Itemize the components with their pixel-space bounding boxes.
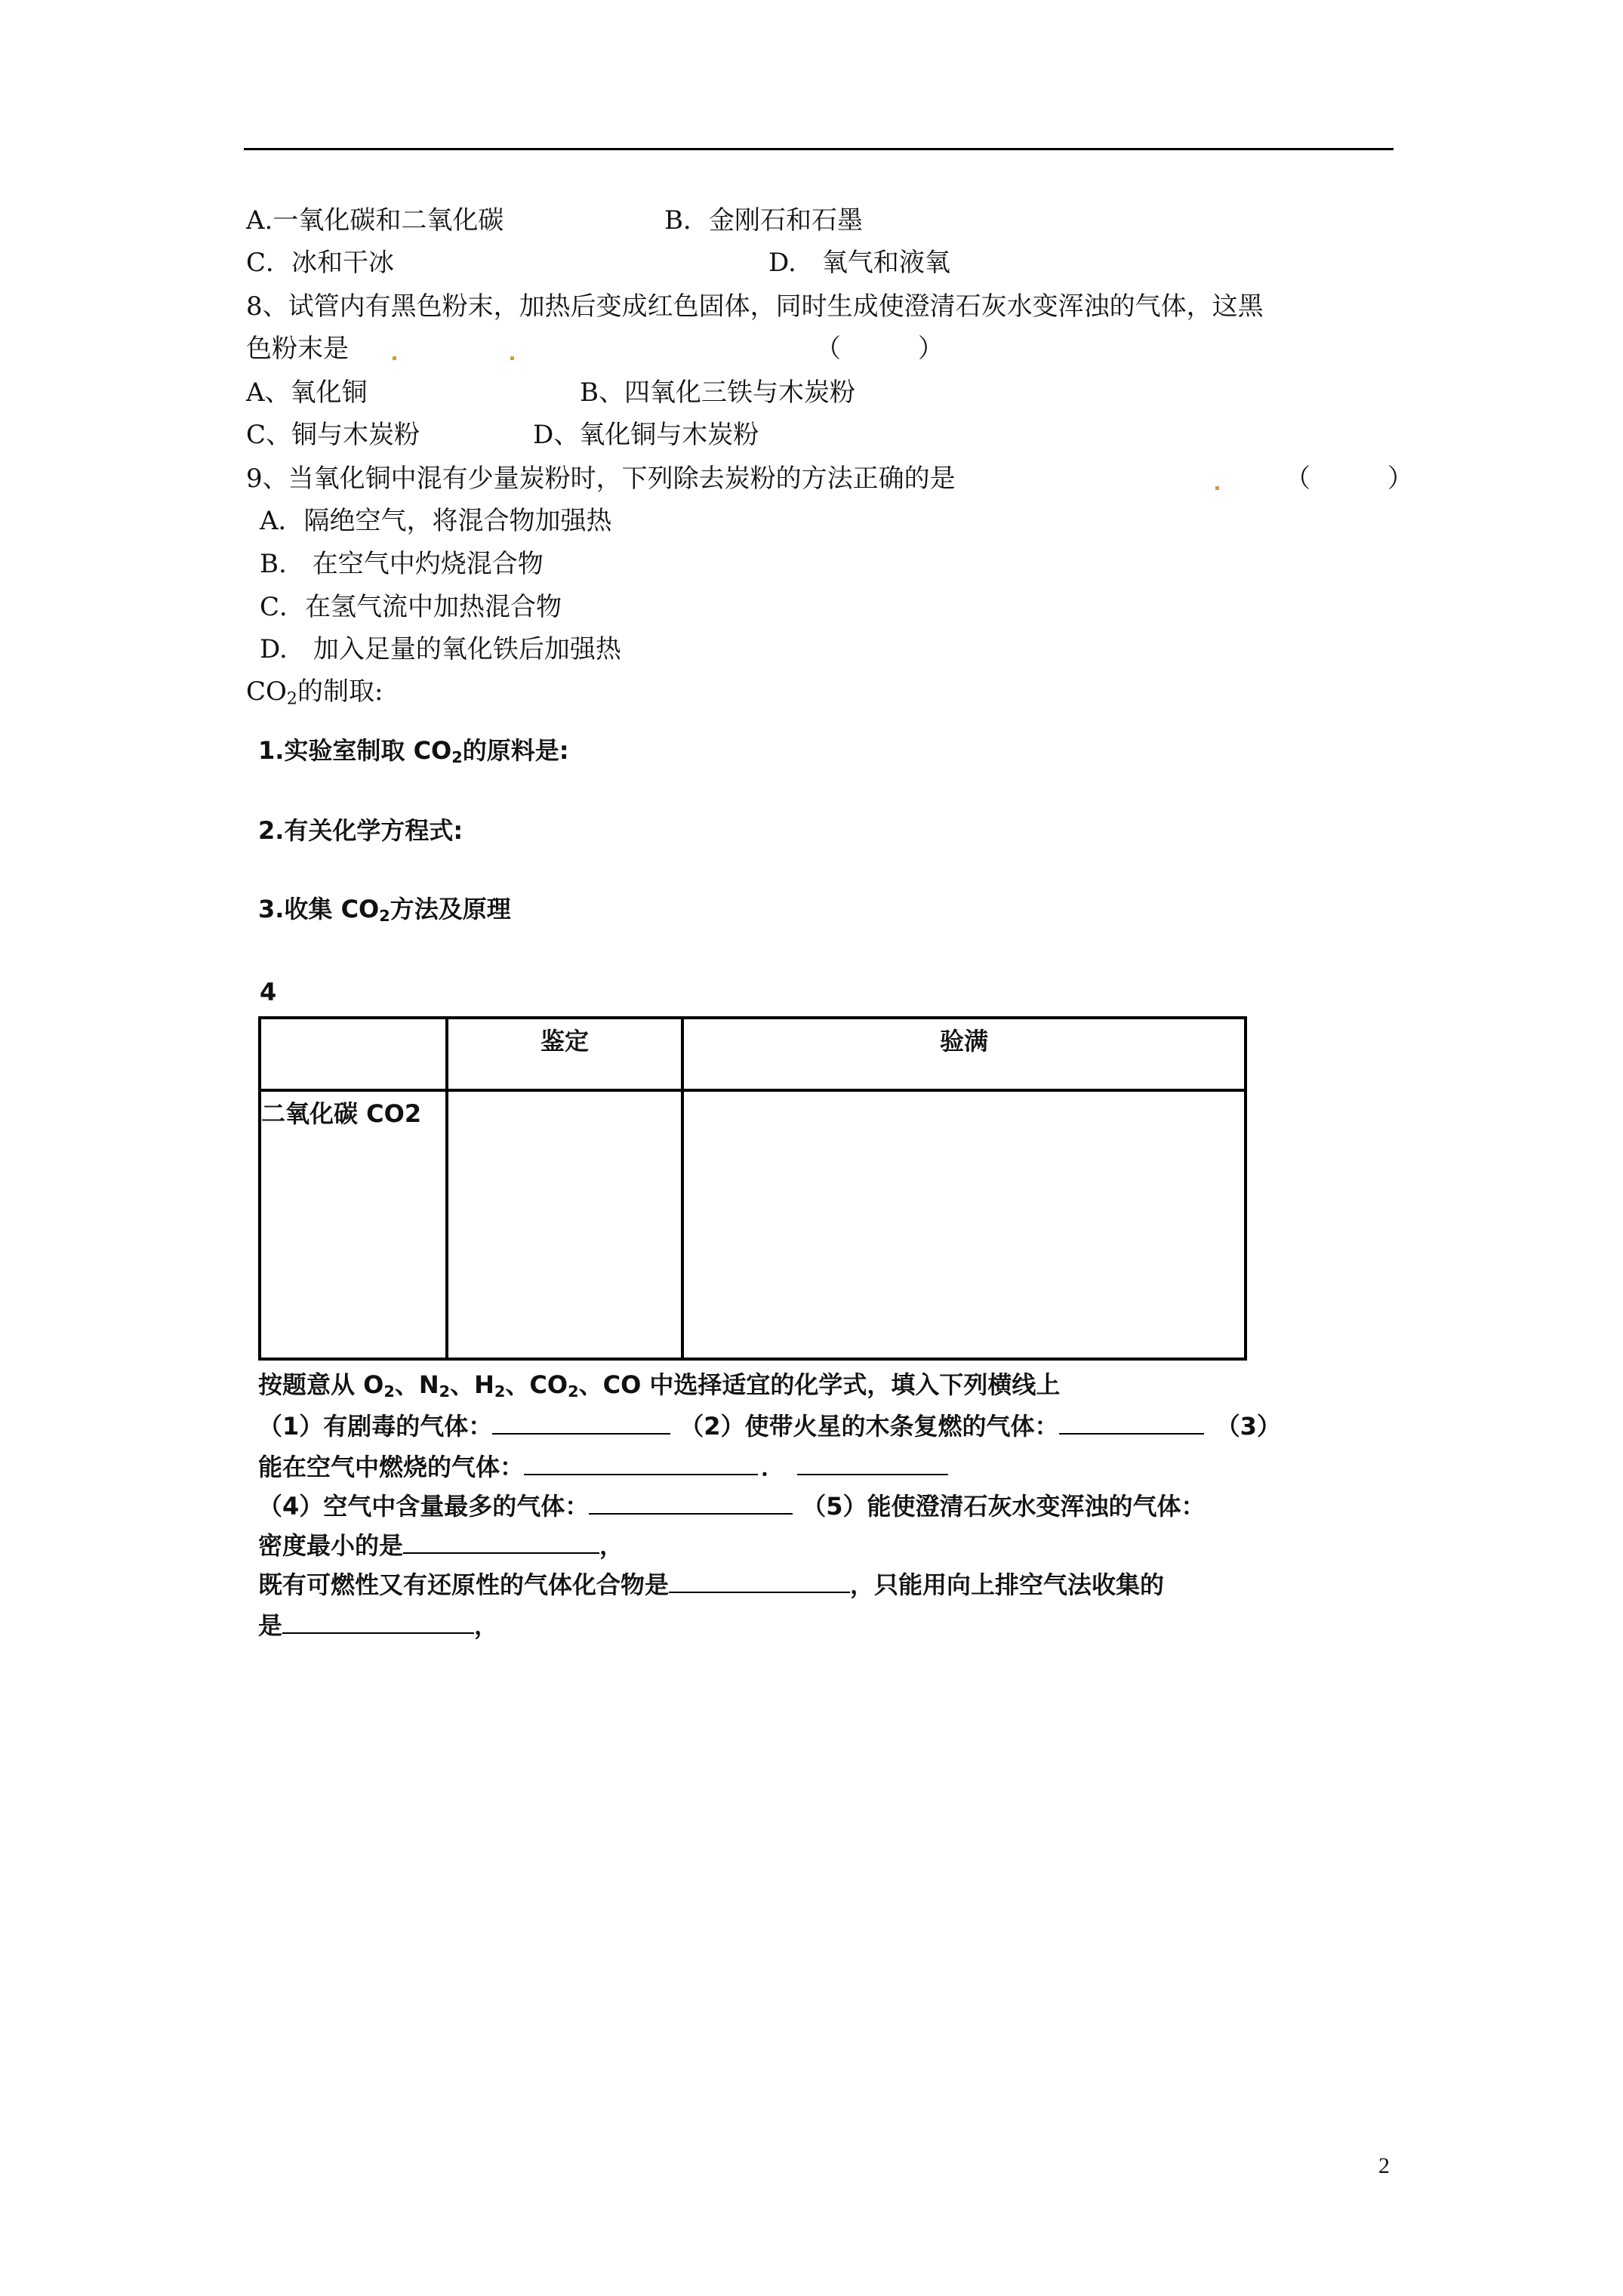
table-header-cell: [260, 1018, 447, 1090]
co2-section-title: $CO_2$的制取:: [246, 676, 383, 709]
q9-option-a: A．隔绝空气，将混合物加强热: [260, 506, 612, 536]
q9-option-b: B. 在空气中灼烧混合物: [260, 549, 544, 579]
table-header-row: [260, 1018, 1246, 1090]
blank-q2[interactable]: [1059, 1410, 1204, 1435]
fill-line-1: （1）有剧毒的气体： （2）使带火星的木条复燃的气体： （3）: [258, 1412, 1281, 1441]
q7-option-a: A.一氧化碳和二氧化碳: [246, 205, 504, 236]
fill-line-6: 是 ，: [258, 1611, 499, 1640]
q7-option-c: C．冰和干冰: [246, 248, 395, 278]
blank-q3b[interactable]: [797, 1451, 948, 1475]
blank-q4[interactable]: [589, 1490, 793, 1515]
mark-dot: [510, 356, 514, 360]
blank-q6[interactable]: [403, 1530, 599, 1554]
mark-dot: [1215, 486, 1219, 490]
blank-q1[interactable]: [492, 1410, 670, 1435]
header-rule: [244, 148, 1394, 150]
q7-option-b: B．金刚石和石墨: [664, 205, 863, 236]
table-cell-full-test[interactable]: [682, 1090, 1246, 1359]
table-cell-identify[interactable]: [447, 1090, 682, 1359]
q8-option-d: D、氧化铜与木炭粉: [533, 420, 759, 450]
mark-dot: [393, 356, 396, 360]
blank-q3a[interactable]: [524, 1451, 758, 1475]
co2-item-3: 3.收集 $CO_2$方法及原理: [258, 895, 511, 926]
co2-item-1: 1.实验室制取 $CO_2$的原料是:: [258, 736, 569, 767]
q9-stem: 9、当氧化铜中混有少量炭粉时，下列除去炭粉的方法正确的是: [246, 464, 956, 494]
q9-answer-paren: （ ）: [1285, 464, 1413, 494]
q7-option-d: D. 氧气和液氧: [768, 248, 950, 278]
co2-item-2: 2.有关化学方程式:: [258, 816, 463, 845]
blank-q8[interactable]: [282, 1610, 474, 1634]
table-row-label: 二氧化碳 CO2: [260, 1090, 447, 1359]
q8-stem: 8、试管内有黑色粉末，加热后变成红色固体，同时生成使澄清石灰水变浑浊的气体，这黑: [246, 291, 1264, 322]
q8-option-c: C、铜与木炭粉: [246, 420, 420, 450]
fill-line-2: 能在空气中燃烧的气体： ．: [258, 1451, 948, 1482]
q8-option-b: B、四氧化三铁与木炭粉: [580, 378, 855, 408]
blank-q7[interactable]: [669, 1569, 850, 1593]
table-row: [260, 1090, 1246, 1359]
q8-option-a: A、氧化铜: [246, 378, 368, 408]
fill-intro: 按题意从 $O_2$、$N_2$、$H_2$、$CO_2$、CO 中选择适宜的化学式，填入下列横线上: [258, 1370, 1061, 1401]
fill-line-3: （4）空气中含量最多的气体： （5）能使澄清石灰水变浑浊的气体：: [258, 1492, 1206, 1521]
co2-item-4: 4: [260, 978, 277, 1006]
q9-option-d: D. 加入足量的氧化铁后加强热: [260, 634, 621, 664]
co2-table: [258, 1016, 1247, 1361]
table-header-full-test: 验满: [682, 1018, 1246, 1090]
q8-answer-paren: （ ）: [815, 334, 944, 364]
q8-stem-cont: 色粉末是: [246, 334, 349, 364]
fill-line-4: 密度最小的是 ，: [258, 1531, 624, 1560]
fill-line-5: 既有可燃性又有还原性的气体化合物是 ，只能用向上排空气法收集的: [258, 1570, 1165, 1599]
page-number: 2: [1378, 2153, 1390, 2178]
q9-option-c: C．在氢气流中加热混合物: [260, 592, 562, 622]
table-header-identify: 鉴定: [447, 1018, 682, 1090]
